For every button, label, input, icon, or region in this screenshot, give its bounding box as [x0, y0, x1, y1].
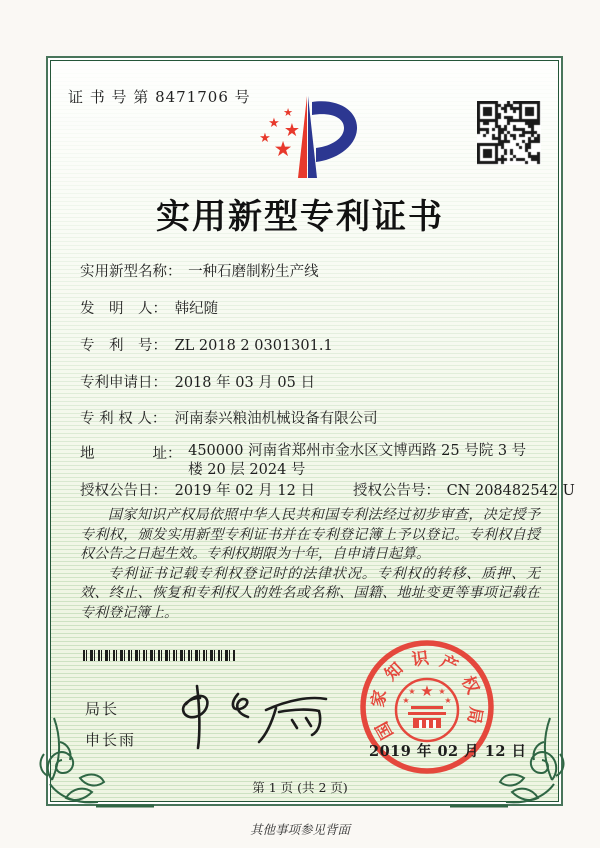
seal-date: 2019 年 02 月 12 日	[369, 743, 527, 760]
seal-ring-char: 识	[410, 648, 431, 671]
cnipa-logo-icon	[252, 88, 372, 180]
field-label: 发 明 人：	[80, 301, 167, 317]
svg-text:★: ★	[283, 106, 293, 119]
seal-ring-char: 知	[381, 658, 408, 686]
svg-text:★: ★	[283, 120, 301, 141]
field-label: 专利申请日：	[80, 375, 167, 391]
svg-text:★: ★	[402, 696, 410, 705]
field-label: 实用新型名称：	[80, 264, 182, 280]
seal-ring-char: 局	[462, 705, 486, 726]
signature-shen-changyu	[160, 660, 350, 770]
field-row-patentee	[80, 407, 378, 428]
field-value: CN 208482542 U	[446, 483, 575, 499]
svg-text:★: ★	[408, 687, 416, 696]
svg-text:★: ★	[273, 137, 293, 161]
svg-text:★: ★	[444, 696, 452, 705]
field-label: 授权公告日：	[80, 483, 167, 499]
officer-title: 局长	[85, 700, 120, 718]
seal-ring-char: 权	[456, 673, 483, 698]
field-value: 450000 河南省郑州市金水区文博西路 25 号院 3 号楼 20 层 2024 号	[188, 443, 527, 478]
page-number: 第 1 页 (共 2 页)	[252, 780, 348, 795]
certificate-number: 证 书 号 第 8471706 号	[68, 88, 251, 106]
field-row-address	[80, 442, 540, 480]
official-seal	[352, 634, 502, 784]
field-pair-grant-date	[80, 479, 315, 500]
qr-code	[477, 101, 541, 165]
back-side-note: 其他事项参见背面	[249, 822, 350, 837]
seal-ring-char: 产	[436, 651, 461, 678]
seal-ring-char: 国	[372, 717, 398, 743]
field-row-name	[80, 260, 319, 281]
field-row-patent-no	[80, 334, 333, 355]
legal-text	[80, 506, 540, 623]
legal-paragraph-2: 专利证书记载专利权登记时的法律状况。专利权的转移、质押、无效、终止、恢复和专利权人的姓名或名称、国籍、地址变更等事项记载在专利登记簿上。	[80, 565, 540, 621]
field-label: 专 利 号：	[80, 338, 167, 354]
field-row-inventor	[80, 297, 218, 318]
field-label: 授权公告号：	[352, 483, 440, 499]
field-label: 地 址：	[80, 446, 182, 462]
national-emblem-icon	[396, 679, 458, 741]
legal-paragraph-1: 国家知识产权局依照中华人民共和国专利法经过初步审查，决定授予专利权，颁发实用新型专利证书并在专利登记簿上予以登记。专利权自授权公告之日起生效。专利权期限为十年，自申请日起算。	[80, 507, 540, 562]
field-value: 河南泰兴粮油机械设备有限公司	[174, 411, 378, 427]
svg-text:★: ★	[259, 131, 271, 146]
seal-ring-char: 家	[368, 688, 392, 709]
svg-text:★: ★	[268, 116, 280, 131]
field-row-filing-date	[80, 371, 315, 392]
field-label: 专 利 权 人：	[80, 411, 167, 427]
officer-block	[85, 694, 136, 756]
field-value: 2019 年 02 月 12 日	[174, 483, 315, 499]
svg-text:★: ★	[438, 687, 446, 696]
field-value: ZL 2018 2 0301301.1	[174, 338, 333, 354]
field-pair-grant-no	[353, 479, 575, 500]
officer-name: 申长雨	[85, 731, 137, 749]
svg-text:★: ★	[420, 682, 434, 700]
certificate-title: 实用新型专利证书	[156, 197, 444, 237]
field-value: 韩纪随	[174, 301, 219, 317]
field-value: 2018 年 03 月 05 日	[174, 375, 315, 391]
field-value: 一种石磨制粉生产线	[188, 264, 319, 280]
field-row-grant	[80, 479, 575, 500]
